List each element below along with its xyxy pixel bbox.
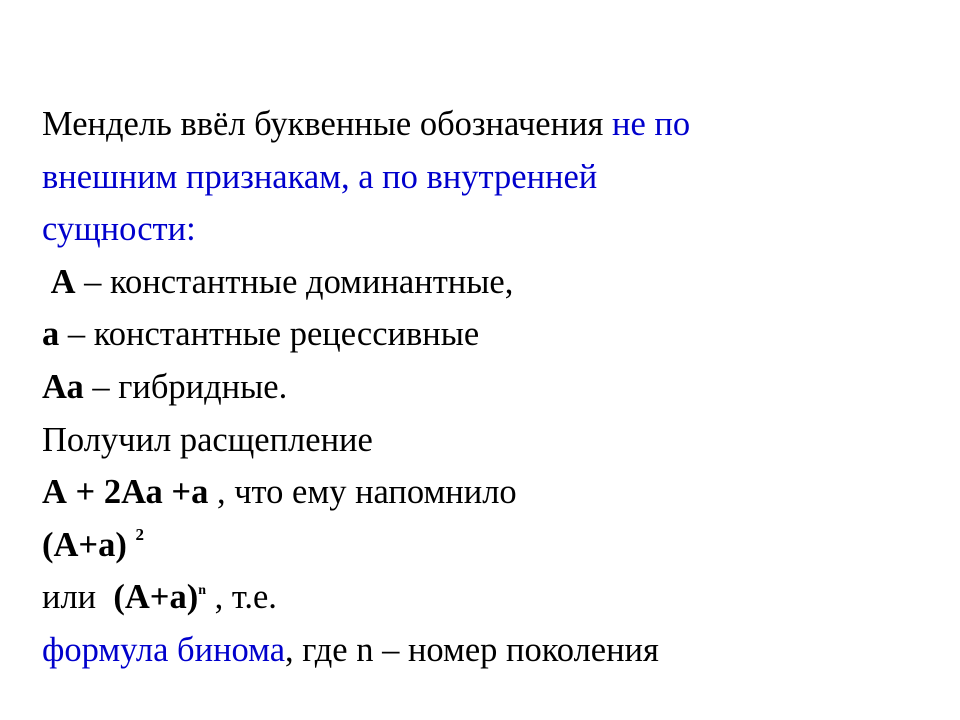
symbol-recessive: а <box>42 315 60 354</box>
symbol-dominant: А <box>42 262 76 301</box>
line-8-text: , что ему напомнило <box>208 473 517 512</box>
text-line-11 <box>42 624 942 677</box>
text-line-9 <box>42 519 942 572</box>
line-1-highlight: не по <box>612 105 691 143</box>
line-5-text: – константные рецессивные <box>59 315 480 354</box>
power-formula: (А+а) <box>113 578 199 617</box>
text-line-2: внешним признакам, а по внутренней <box>42 157 598 196</box>
line-11-text: , где n – номер поколения <box>285 630 659 669</box>
line-10-prefix: или <box>42 578 114 617</box>
text-line-10 <box>42 571 942 624</box>
text-line-1 <box>42 98 942 151</box>
text-line-7: Получил расщепление <box>42 420 373 459</box>
slide-text-body <box>42 98 942 677</box>
line-1-text: Мендель ввёл буквенные обозначения <box>42 105 613 143</box>
text-line-8 <box>42 466 942 519</box>
exponent-2: 2 <box>135 524 144 544</box>
symbol-hybrid: Аа <box>42 367 84 406</box>
text-line-6 <box>42 361 942 414</box>
line-6-text: – гибридные. <box>83 367 288 406</box>
text-line-5 <box>42 308 942 361</box>
split-formula: А + 2Аа +а <box>42 473 209 512</box>
text-line-3: сущности: <box>42 210 196 249</box>
line-4-text: – константные доминантные, <box>75 262 514 301</box>
text-line-4 <box>42 256 942 309</box>
line-10-text: , т.е. <box>206 578 277 617</box>
exponent-n: n <box>198 583 207 599</box>
binomial-formula-term: формула бинома <box>42 630 286 669</box>
square-formula: (А+а) <box>42 525 136 564</box>
